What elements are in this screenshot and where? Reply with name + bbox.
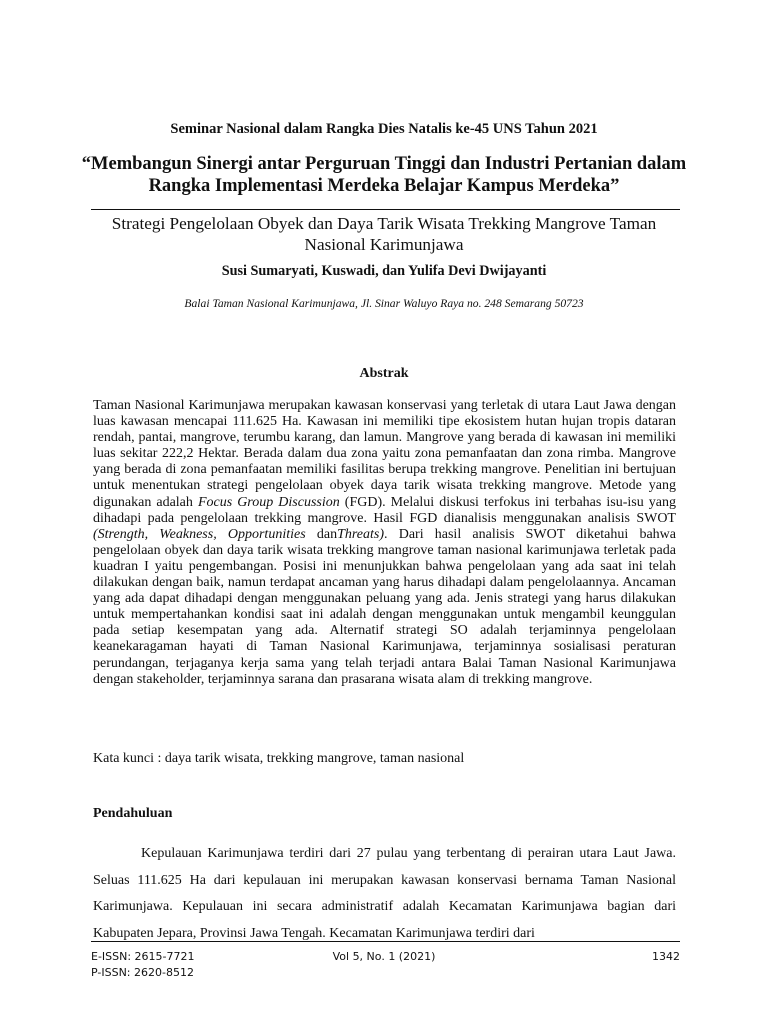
footer-pissn: P-ISSN: 2620-8512 xyxy=(91,966,194,979)
abstract-focus-group-term: Focus Group Discussion xyxy=(197,494,340,510)
seminar-theme-line-2: Rangka Implementasi Merdeka Belajar Kampus Merdeka” xyxy=(148,176,620,196)
abstract-swot-terms: (Strength, Weakness, Opportunities xyxy=(93,526,306,542)
abstract-threats-term: Threats) xyxy=(337,526,385,542)
seminar-theme xyxy=(60,153,708,197)
abstract-swot-and: dan xyxy=(305,526,338,542)
abstract-heading: Abstrak xyxy=(359,366,409,381)
seminar-header: Seminar Nasional dalam Rangka Dies Natalis ke-45 UNS Tahun 2021 xyxy=(170,121,598,137)
header-divider xyxy=(91,209,680,210)
intro-paragraph: Kepulauan Karimunjawa terdiri dari 27 pulau yang terbentang di perairan utara Laut Jawa. Seluas 111.625 Ha dari kepulauan ini merupakan kawasan konservasi bernama Taman Nasional Karimunjawa. Kepulauan ini secara administratif adalah Kecamatan Karimunjawa bagian dari Kabupaten Jepara, Provinsi Jawa Tengah. Kecamatan Karimunjawa terdiri dari xyxy=(93,846,676,941)
intro-heading: Pendahuluan xyxy=(93,806,173,821)
paper-title-line-2: Nasional Karimunjawa xyxy=(304,235,464,254)
footer-volume: Vol 5, No. 1 (2021) xyxy=(332,950,436,963)
footer-page-number: 1342 xyxy=(652,950,680,963)
paper-title-line-1: Strategi Pengelolaan Obyek dan Daya Tarik Wisata Trekking Mangrove Taman xyxy=(111,214,657,233)
footer-divider xyxy=(91,941,680,942)
abstract-text-part-2: (FGD). Melalui diskusi terfokus ini terbahas isu-isu yang dihadapi pada pengelolaan trekking mangrove. Hasil FGD dianalisis menggunakan analisis SWOT xyxy=(93,494,676,526)
paper-title xyxy=(70,213,698,255)
abstract-text-part-1: Taman Nasional Karimunjawa merupakan kawasan konservasi yang terletak di utara Laut Jawa dengan luas kawasan mencapai 111.625 Ha. Kawasan ini memiliki tipe ekosistem hutan hujan tropis dataran rendah, pantai, mangrove, terumbu karang, dan lamun. Mangrove yang berada di kawasan ini memiliki luas sekitar 222,2 Hektar. Berada dalam dua zona yaitu zona pemanfaatan dan zona rimba. Mangrove yang berada di zona pemanfaatan memiliki fasilitas berupa trekking mangrove. Penelitian ini bertujuan untuk menentukan strategi pengelolaan obyek daya tarik wisata trekking mangrove. Metode yang digunakan adalah xyxy=(93,398,676,510)
abstract-text-part-3: . Dari hasil analisis SWOT diketahui bahwa pengelolaan obyek dan daya tarik wisata trekking mangrove taman nasional karimunjawa terletak pada kuadran I yaitu pengembangan. Posisi ini menunjukkan bahwa pengelolaan yang ada saat ini telah dilakukan dengan baik, namun terdapat ancaman yang harus dihadapi dalam pengelolaannya. Ancaman yang ada dapat dihadapi dengan menggunakan peluang yang ada. Jenis strategi yang harus dilakukan untuk mempertahankan kondisi saat ini adalah dengan menggunakan untuk mengambil keunggulan pada setiap kesempatan yang ada. Alternatif strategi SO adalah terjaminnya pengelolaan keanekaragaman hayati di Taman Nasional Karimunjawa, terjaminnya sosialisasi peraturan perundangan, terjaganya kerja sama yang telah terjadi antara Balai Taman Nasional Karimunjawa dengan stakeholder, terjaminnya sarana dan prasarana wisata alam di trekking mangrove. xyxy=(93,526,677,687)
author-affiliation: Balai Taman Nasional Karimunjawa, Jl. Sinar Waluyo Raya no. 248 Semarang 50723 xyxy=(184,297,584,310)
seminar-theme-line-1: “Membangun Sinergi antar Perguruan Tinggi dan Industri Pertanian dalam xyxy=(81,154,687,174)
keywords: Kata kunci : daya tarik wisata, trekking mangrove, taman nasional xyxy=(93,751,465,766)
footer-eissn: E-ISSN: 2615-7721 xyxy=(91,950,195,963)
paper-authors: Susi Sumaryati, Kuswadi, dan Yulifa Devi Dwijayanti xyxy=(221,263,547,279)
abstract-body xyxy=(93,398,676,688)
